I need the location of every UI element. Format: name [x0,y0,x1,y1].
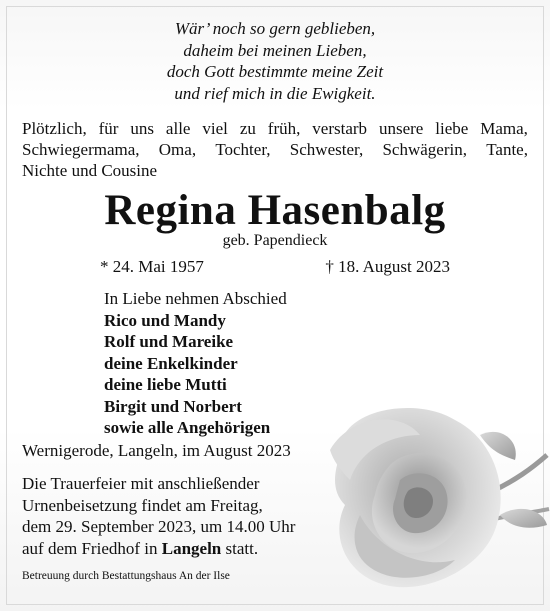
word: verstarb [312,119,368,138]
mourner-name: Rico und Mandy [104,310,226,330]
deceased-name: Regina Hasenbalg [104,187,446,234]
intro-line-3: Nichte und Cousine [22,161,158,180]
poem-line: und rief mich in die Ewigkeit. [174,83,376,103]
funeral-info [22,473,295,559]
place-and-date: Wernigerode, Langeln, im August 2023 [22,441,291,460]
funeral-text: statt. [221,538,259,558]
word: unsere [378,119,424,138]
mourner-name: deine Enkelkinder [104,353,238,373]
word: für [98,119,119,138]
funeral-text: auf dem Friedhof in [22,538,162,558]
poem-line: Wär’ noch so gern geblieben, [174,19,376,38]
word: Schwester, [289,140,364,159]
intro-line-1 [22,118,528,139]
word: Tante, [486,140,528,159]
poem-line: doch Gott bestimmte meine Zeit [166,62,384,81]
word: Oma, [158,140,197,159]
word: Schwiegermama, [22,140,140,159]
word: Schwägerin, [382,140,467,159]
word: alle [165,119,191,138]
funeral-line: dem 29. September 2023, um 14.00 Uhr [22,517,296,536]
funeral-place: Langeln [161,538,222,558]
word: uns [130,119,154,138]
word: Mama, [480,119,528,138]
mourner-name: Rolf und Mareike [104,332,234,351]
poem-line: daheim bei meinen Lieben, [183,40,367,60]
life-dates [100,257,450,277]
intro-line-2 [22,139,528,160]
funeral-line: Die Trauerfeier mit anschließender [22,474,260,493]
word: viel [202,119,228,138]
word: liebe [435,119,469,138]
word: Plötzlich, [22,119,87,138]
word: Tochter, [215,140,271,159]
birth-date: * 24. Mai 1957 [100,257,204,276]
death-date: † 18. August 2023 [325,257,450,276]
funeral-home-credit: Betreuung durch Bestattungshaus An der Ilse [22,570,230,582]
birth-name: geb. Papendieck [222,232,328,249]
mourners-list [104,288,287,439]
funeral-line: Urnenbeisetzung findet am Freitag, [22,495,263,515]
intro-text [22,118,528,181]
funeral-line [22,538,295,560]
poem [0,18,550,104]
rose-image [305,395,550,605]
mourner-name: deine liebe Mutti [104,375,227,394]
word: zu [239,119,256,138]
mourner-name: sowie alle Angehörigen [104,418,271,437]
mourners-heading: In Liebe nehmen Abschied [104,289,287,308]
mourner-name: Birgit und Norbert [104,396,242,416]
word: früh, [267,119,301,138]
